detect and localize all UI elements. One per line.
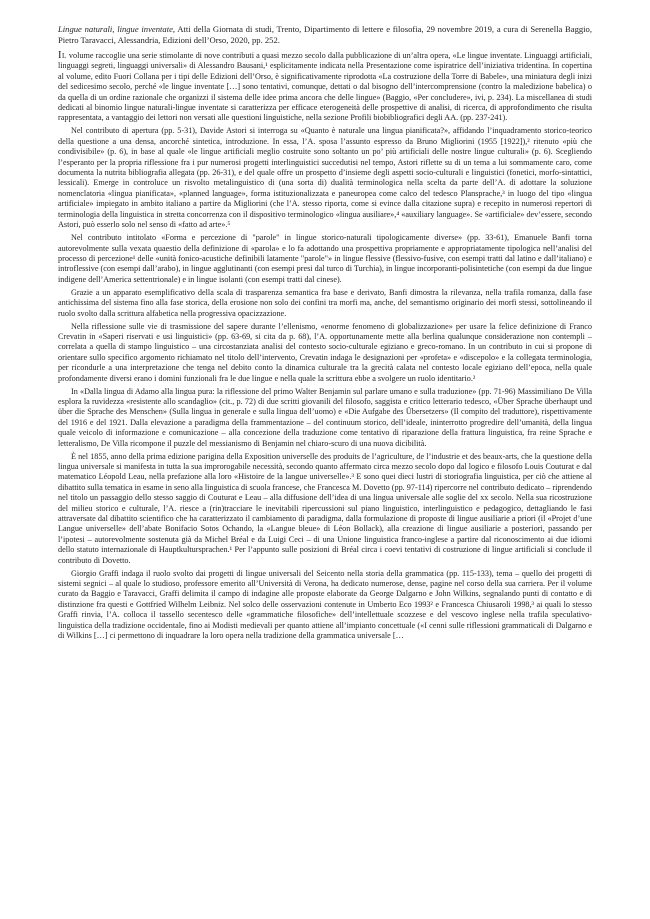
book-details: , Atti della Giornata di studi, Trento, Dipartimento di lettere e filosofia, 29 novembre 2019, a cura di Serenella Baggio, Pietro Taravacci, Alessandria, Edizioni dell’Orso, 2020, pp. 252. — [58, 24, 593, 45]
book-title: Lingue naturali, lingue inventate — [58, 24, 173, 34]
paragraph-dovetto: È nel 1855, anno della prima edizione parigina della Exposition universelle des produits de l’agriculture, de l’industrie et des beaux-arts, che la questione della lingua universale si manifesta in tutta la sua improrogabile necessità, secondo quanto affermato circa mezzo secolo dopo dal logico e filosofo Louis Couturat e dal matematico Léopold Leau, nella prefazione alla loro «Histoire de la langue universelle».³ E sono quei dieci lustri di storiografia linguistica, per ciò che attiene al dibattito sulla tematica in esame in seno alla linguistica di scuola francese, che Francesca M. Dovetto (pp. 97-114) ripercorre nel contributo dedicato – riprendendo nel titolo un passaggio dello stesso saggio di Couturat e Leau – alla diffusione dell’idea di una lingua universale alle soglie del xx secolo. Nella sua ricostruzione del milieu storico e culturale, l’A. riesce a (rin)tracciare le inevitabili ripercussioni sul piano linguistico, interlinguistico e pedagogico, dettagliando le fasi attraversate dal dibattito scientifico che ha caratterizzato il cambiamento di paradigma, dalla formulazione di proposte di lingue ausiliarie a priori (il «Projet d’une Langue universelle» dell’abate Bonifacio Sotos Ochando, la «Langue bleue» di Léon Bollack), alla creazione di lingue ausiliarie a posteriori, passando per l’ipotesi – autorevolmente sostenuta già da Michel Bréal e da Luigi Ceci – di una Unione linguistica franco-inglese a partire dal riconoscimento ai due idiomi dello statuto internazionale di Hauptkultursprachen.¹ Per l’appunto sulle posizioni di Bréal circa i coevi tentativi di costruzione di lingue artificiali si conclude il contributo di Dovetto. — [58, 451, 592, 565]
paragraph-crevatin: Nella riflessione sulle vie di trasmissione del sapere durante l’ellenismo, «enorme fenomeno di globalizzazione» per usare la felice definizione di Franco Crevatin in «Saperi riservati e usi linguistici» (pp. 63-69, si cita da p. 68), l’A. opportunamente mette alla berlina qualunque considerazione non contempli – correlata a quella di stampo linguistico – una circostanziata analisi del contesto socio-culturale egiziano e greco-romano. In un contributo in cui si propone di orientare sullo specifico argomento richiamato nel titolo dell’intervento, Crevatin indaga le designazioni per «profeta» e «discepolo» e la collegata terminologia, per ricondurle a una interpretazione che tenga nel debito conto la dinamica culturale tra la grecità calata nel contesto locale egiziano dell’epoca, nella quale profondamente diversi erano i domini funzionali fra le due lingue e nella quale la scrittura ebbe a svolgere un ruolo identitario.² — [58, 321, 592, 383]
paragraph-astori: Nel contributo di apertura (pp. 5-31), Davide Astori si interroga su «Quanto è naturale una lingua pianificata?», affidando l’inquadramento storico-teorico della questione a una densa, ancorché sintetica, introduzione. In essa, l’A. sposa l’assunto espresso da Bruno Migliorini (1955 [1922]),² ritenuto «più che condivisibile» (p. 6), in base al quale «le lingue artificiali meglio costruite sono soltanto un po’ più artificiali delle nostre lingue culturali» (p. 6). Scegliendo l’esperanto per la propria riflessione fra i pur numerosi progetti interlinguistici succedutisi nel tempo, Astori riflette su di un tema a lui sommamente caro, come documenta la nutrita bibliografia allegata (pp. 26-31), e del quale offre un prospetto d’insieme degli aspetti socio-culturali e linguistici (fonetici, morfo-sintattici, lessicali). Emerge in controluce un risvolto metalinguistico di (una sorta di) dualità terminologica nella scelta da parte dell’A. di adottare la soluzione nomenclatoria «lingua pianificata», «planned language», forma istituzionalizzata e paneuropea come calco del tedesco Plansprache,³ in luogo del tipo «lingua artificiale» impiegato in ambito italiano a partire da Migliorini (che l’A. stesso riporta, come si evince dalla citazione supra) e recepito in numerosi repertori di terminologia della linguistica in stretta concorrenza con il dispositivo terminologico «lingua ausiliare»,⁴ «auxiliary language». Se «artificiale» dev’essere, secondo Astori, può esserlo solo nel senso di «fatto ad arte».⁵ — [58, 126, 592, 230]
paragraph-banfi: Nel contributo intitolato «Forma e percezione di "parole" in lingue storico-naturali tipologicamente diverse» (pp. 33-61), Emanuele Banfi torna autorevolmente sulla vexata quaestio della definizione di «parola» e lo fa adottando una prospettiva propriamente e appropriatamente tipologica nell’analisi del processo di percezione¹ delle «unità fonico-acustiche definibili latamente "parole"» in lingue flessive (flessivo-fusive, con esempi tratti dal latino e dall’italiano) e introflessive (con esempi dall’arabo), in lingue agglutinanti (con esempi presi dal turco di Turchia), in lingue incorporanti-polisintetiche (con esempi da due lingue indigene dell’America settentrionale) e in lingue isolanti (con esempi tratti dal cinese). — [58, 233, 592, 284]
paragraph-de-villa: In «Dalla lingua di Adamo alla lingua pura: la riflessione del primo Walter Benjamin sul parlare umano e sulla traduzione» (pp. 71-96) Massimiliano De Villa esplora la ruvidezza «resistente allo scandaglio» (cit., p. 72) di due scritti giovanili del filosofo, saggista e critico letterario tedesco, «Über Sprache überhaupt und über die Sprache des Menschen» (Sulla lingua in generale e sulla lingua dell’uomo) e «Die Aufgabe des Übersetzers» (Il compito del traduttore), rispettivamente del 1916 e del 1921. Dalla elevazione a paradigma della frammentazione – del continuum storico, dell’ideale, ininterrotto progredire dell’umanità, della lingua quale veicolo di informazione e comunicazione – alla concezione della traduzione come tentativo di riparazione della frattura linguistica, fra reine Sprache e letteralismo, De Villa ricompone il puzzle del messianismo di Benjamin nel chiaro-scuro di una nuova dicibilità. — [58, 386, 592, 448]
paragraph-banfi-2: Grazie a un apparato esemplificativo della scala di trasparenza semantica fra base e derivato, Banfi dimostra la rilevanza, nella trafila romanza, dalla fase antichissima del sistema fino alla fase storica, della erosione non solo dei confini tra morfi ma, anche, del semantismo originario dei morfi stessi, sottolineando il ruolo svolto dalla scrittura alfabetica nella progressiva opacizzazione. — [58, 287, 592, 318]
drop-cap: Il — [58, 50, 67, 61]
review-header — [58, 24, 592, 46]
paragraph-text: volume raccoglie una serie stimolante di nove contributi a quasi mezzo secolo dalla pubblicazione di un’altra opera, «Le lingue inventate. Linguaggi artificiali, linguaggi segreti, linguaggi universali» di Alessandro Bausani,¹ esplicitamente indicata nella Presentazione come ispiratrice dell’iniziativa tridentina. In copertina al volume, edito Fuori Collana per i tipi delle Edizioni dell’Orso, è significativamente riprodotta «La costruzione della Torre di Babele», una miniatura degli inizi del sedicesimo secolo, perché «le lingue inventate […] sono tentativi, comunque, dettati o dal bisogno dell’intercomprensione (contro la maledizione babelica) o da quella di un ordine razionale che organizzi il sistema delle idee prima ancora che delle lingue» (Baggio, «Per concludere», ivi, p. 234). La miscellanea di studi dedicati al binomio lingue naturali-lingue inventate si caratterizza per efficace eterogeneità delle prospettive di analisi, di ricerca, di approfondimento che risulta rappresentata, a vantaggio dei lettori non versati alle questioni linguistiche, nella sezione Profili biobibliografici degli AA. (pp. 237-241). — [58, 51, 592, 123]
paragraph-intro — [58, 51, 592, 124]
paragraph-graffi: Giorgio Graffi indaga il ruolo svolto dai progetti di lingue universali del Seicento nella storia della grammatica (pp. 115-133), tema – quello dei progetti di sistemi segnici – al quale lo studioso, professore emerito all’Università di Verona, ha dedicato numerose, dense, pagine nel corso della sua carriera. Per il volume curato da Baggio e Taravacci, Graffi delimita il campo di indagine alle proposte elaborate da George Dalgarno e John Wilkins, segnalando punti di contatto e di distinzione fra questi e Gottfried Wilhelm Leibniz. Nel solco delle osservazioni contenute in Umberto Eco 1993² e Francesca Chiusaroli 1998,³ ai quali lo stesso Graffi rinvia, l’A. colloca il tassello secentesco delle «grammatiche filosofiche» dell’intellettuale scozzese e del vescovo inglese nella trafila speculativo-linguistica della tradizione occidentale, fino ai Modisti medievali per quanto attiene all’impianto concettuale («I cenni sulle riflessioni grammaticali di Dalgarno e di Wilkins […] ci permettono di inquadrare la loro opera nella tradizione della grammatica universale [… — [58, 568, 592, 641]
